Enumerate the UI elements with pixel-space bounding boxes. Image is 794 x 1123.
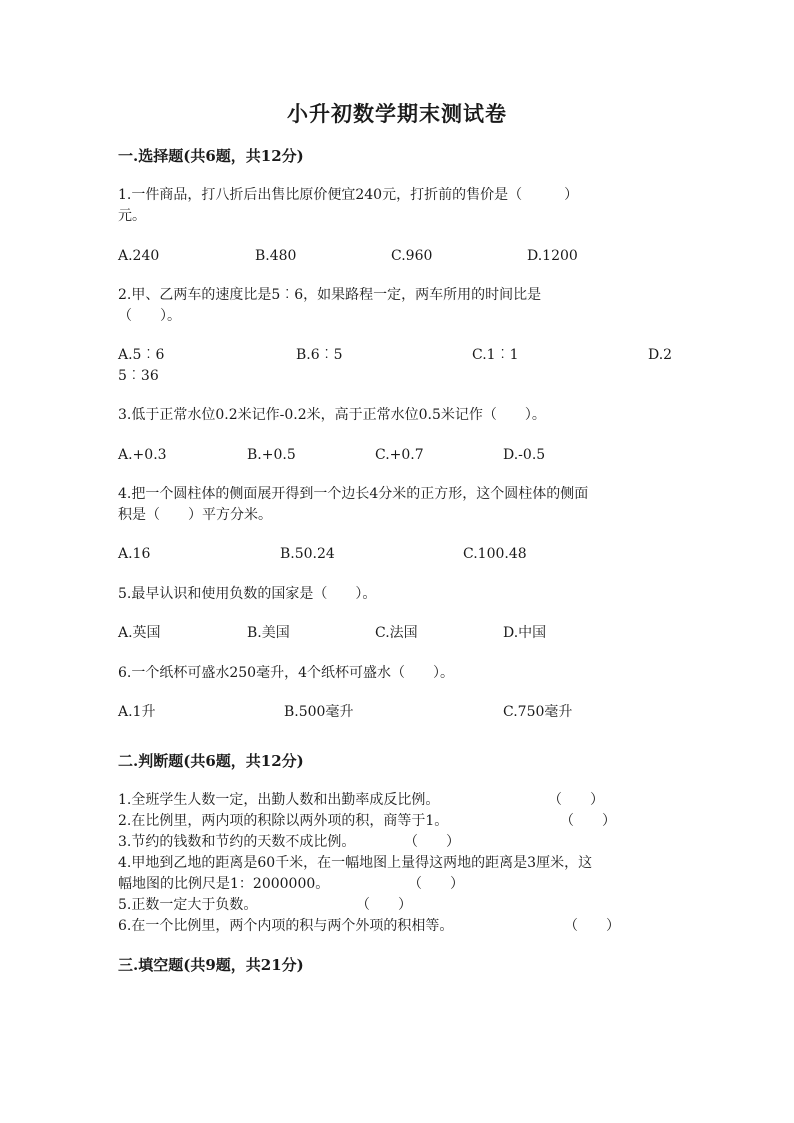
question-4-stem: 4.把一个圆柱体的侧面展开得到一个边长4分米的正方形，这个圆柱体的侧面 (118, 486, 589, 502)
question-3-option-b: B.+0.5 (247, 447, 296, 463)
question-5-option-b: B.美国 (247, 625, 290, 641)
question-2-stem: 2.甲、乙两车的速度比是5︰6，如果路程一定，两车所用的时间比是 (118, 287, 542, 303)
judge-item-2-bracket: （ ） (560, 813, 616, 829)
question-4-option-c: C.100.48 (463, 546, 527, 562)
judge-item-4-wrap: 幅地图的比例尺是1：2000000。 (118, 876, 330, 892)
question-5-option-d: D.中国 (503, 625, 547, 641)
question-3-option-d: D.-0.5 (503, 447, 546, 463)
page-title: 小升初数学期末测试卷 (287, 101, 507, 126)
question-3-stem: 3.低于正常水位0.2米记作-0.2米，高于正常水位0.5米记作（ ）。 (118, 407, 546, 423)
question-1-stem: 1.一件商品，打八折后出售比原价便宜240元，打折前的售价是（ ） (118, 187, 579, 203)
question-4-stem-wrap: 积是（ ）平方分米。 (118, 507, 272, 523)
question-5-option-c: C.法国 (375, 625, 418, 641)
question-1-option-c: C.960 (391, 248, 433, 264)
question-6-stem: 6.一个纸杯可盛水250毫升，4个纸杯可盛水（ ）。 (118, 665, 454, 681)
question-2-option-c: C.1︰1 (472, 347, 519, 363)
question-2-stem-wrap: （ ）。 (118, 308, 181, 324)
question-2-option-d: D.2 (648, 347, 673, 363)
section-heading-fill: 三.填空题(共9题，共21分) (118, 956, 304, 974)
judge-item-4: 4.甲地到乙地的距离是60千米，在一幅地图上量得这两地的距离是3厘米，这 (118, 855, 593, 871)
question-2-option-b: B.6︰5 (296, 347, 343, 363)
question-2-option-d-wrap: 5︰36 (118, 368, 159, 384)
question-3-option-c: C.+0.7 (375, 447, 424, 463)
question-6-option-a: A.1升 (118, 704, 156, 720)
judge-item-2: 2.在比例里，两内项的积除以两外项的积，商等于1。 (118, 813, 449, 829)
question-6-option-b: B.500毫升 (284, 704, 354, 720)
question-5-stem: 5.最早认识和使用负数的国家是（ ）。 (118, 586, 377, 602)
judge-item-1-bracket: （ ） (548, 792, 604, 808)
section-heading-judge: 二.判断题(共6题，共12分) (118, 752, 304, 770)
question-3-option-a: A.+0.3 (118, 447, 167, 463)
judge-item-3-bracket: （ ） (404, 834, 460, 850)
question-6-option-c: C.750毫升 (503, 704, 573, 720)
question-4-option-a: A.16 (118, 546, 151, 562)
question-4-option-b: B.50.24 (280, 546, 335, 562)
judge-item-5-bracket: （ ） (356, 897, 412, 913)
question-5-option-a: A.英国 (118, 625, 161, 641)
judge-item-1: 1.全班学生人数一定，出勤人数和出勤率成反比例。 (118, 792, 440, 808)
question-1-option-a: A.240 (118, 248, 160, 264)
judge-item-4-bracket: （ ） (408, 876, 464, 892)
judge-item-6-bracket: （ ） (564, 918, 620, 934)
question-1-option-b: B.480 (255, 248, 297, 264)
question-1-option-d: D.1200 (527, 248, 578, 264)
section-heading-choice: 一.选择题(共6题，共12分) (118, 147, 304, 165)
judge-item-6: 6.在一个比例里，两个内项的积与两个外项的积相等。 (118, 918, 454, 934)
judge-item-3: 3.节约的钱数和节约的天数不成比例。 (118, 834, 356, 850)
question-1-stem-wrap: 元。 (118, 208, 146, 224)
question-2-option-a: A.5︰6 (118, 347, 165, 363)
judge-item-5: 5.正数一定大于负数。 (118, 897, 258, 913)
